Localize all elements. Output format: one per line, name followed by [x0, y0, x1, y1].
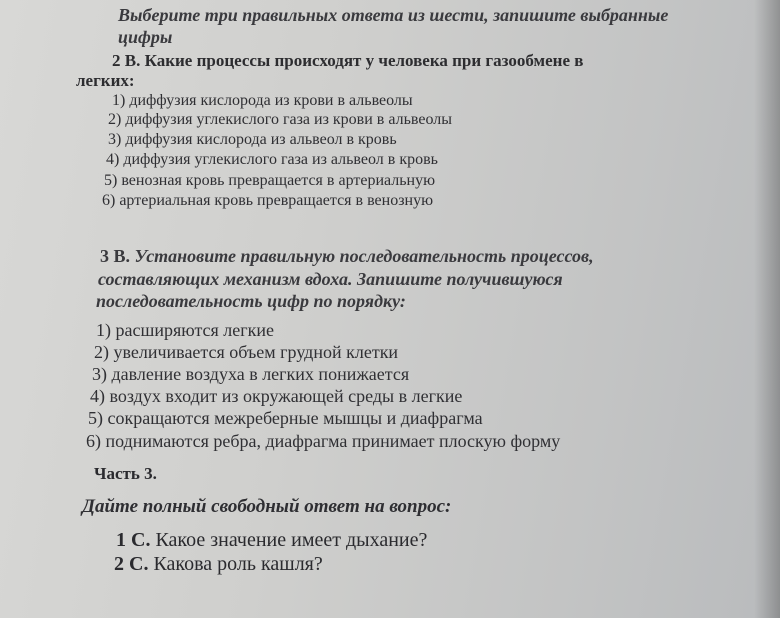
question-3b-number: 3 В. [100, 246, 131, 266]
question-3b-option: 3) давление воздуха в легких понижается [92, 364, 410, 384]
part-3-task: Дайте полный свободный ответ на вопрос: [82, 496, 452, 517]
question-2b-option: 4) диффузия углекислого газа из альвеол в кровь [106, 151, 438, 168]
question-2b-title-line-1: 2 В. Какие процессы происходят у человека при газообмене в [112, 51, 584, 70]
question-3b-option: 5) сокращаются межреберные мышцы и диафрагма [88, 408, 483, 428]
question-2b-title-line-2: легких: [76, 71, 135, 90]
instruction-line-1: Выберите три правильных ответа из шести, запишите выбранные [118, 5, 669, 25]
question-2c-number: 2 С. [114, 553, 149, 575]
question-2b-option: 1) диффузия кислорода из крови в альвеолы [112, 92, 413, 109]
question-3b-title-line-3: последовательность цифр по порядку: [96, 291, 406, 311]
question-2b-option: 6) артериальная кровь превращается в венозную [102, 192, 434, 209]
instruction-line-2: цифры [118, 27, 173, 47]
question-3b-option: 6) поднимаются ребра, диафрагма принимает плоскую форму [86, 431, 561, 451]
question-3b-option: 2) увеличивается объем грудной клетки [94, 342, 399, 362]
question-3b-title-text: Установите правильную последовательность процессов, [134, 246, 594, 266]
question-1c [116, 529, 427, 552]
question-3b-title-line-1 [100, 246, 594, 267]
part-3-title: Часть 3. [94, 464, 157, 483]
question-3b-option: 4) воздух входит из окружающей среды в легкие [90, 386, 463, 406]
question-2c [114, 553, 323, 576]
question-2b-option: 2) диффузия углекислого газа из крови в альвеолы [108, 111, 452, 128]
question-2c-text: Какова роль кашля? [153, 553, 323, 575]
question-2b-option: 5) венозная кровь превращается в артериальную [104, 172, 436, 189]
question-3b-option: 1) расширяются легкие [96, 320, 275, 340]
question-3b-title-line-2: составляющих механизм вдоха. Запишите получившуюся [98, 269, 563, 289]
question-2b-option: 3) диффузия кислорода из альвеол в кровь [108, 131, 397, 148]
question-1c-text: Какое значение имеет дыхание? [155, 529, 428, 551]
question-1c-number: 1 С. [116, 529, 151, 551]
